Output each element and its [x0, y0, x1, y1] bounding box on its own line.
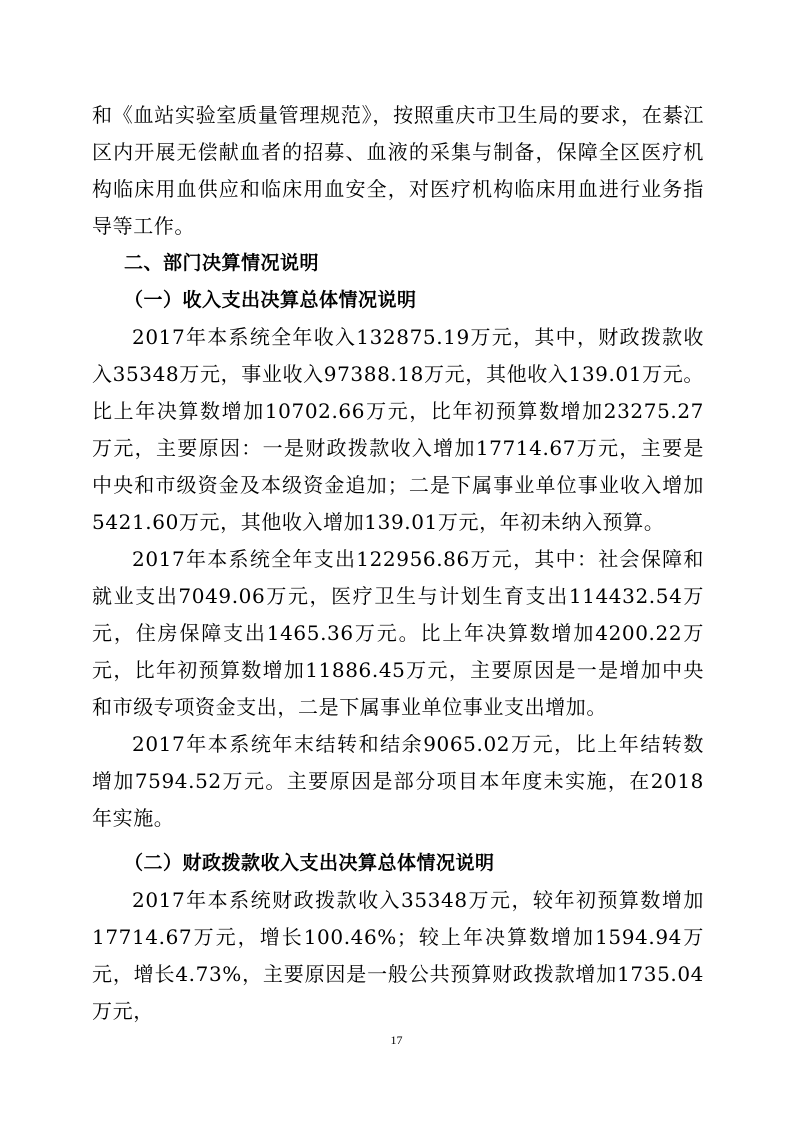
expenditure-paragraph: 2017年本系统全年支出122956.86万元，其中：社会保障和就业支出7049.06万元，医疗卫生与计划生育支出114432.54万元，住房保障支出1465.36万元。比上年决算数增加4200.22万元，比年初预算数增加11886.45万元，主要原因是一是增加中央和市级专项资金支出，二是下属事业单位事业支出增加。	[92, 547, 704, 719]
fiscal-appropriation-paragraph: 2017年本系统财政拨款收入35348万元，较年初预算数增加17714.67万元，增长100.46%；较上年决算数增加1594.94万元，增长4.73%，主要原因是一般公共预算财政拨款增加1735.04万元，	[92, 888, 704, 1023]
income-paragraph: 2017年本系统全年收入132875.19万元，其中，财政拨款收入35348万元，事业收入97388.18万元，其他收入139.01万元。比上年决算数增加10702.66万元，比年初预算数增加23275.27万元，主要原因：一是财政拨款收入增加17714.67万元，主要是中央和市级资金及本级资金追加；二是下属事业单位事业收入增加5421.60万元，其他收入增加139.01万元，年初未纳入预算。	[92, 325, 704, 534]
section-heading: 二、部门决算情况说明	[124, 252, 320, 274]
continuation-block	[92, 97, 704, 245]
continuation-paragraph: 和《血站实验室质量管理规范》，按照重庆市卫生局的要求，在綦江区内开展无偿献血者的招募、血液的采集与制备，保障全区医疗机构临床用血供应和临床用血安全，对医疗机构临床用血进行业务指导等工作。	[92, 103, 704, 238]
subsection-1-body	[92, 319, 704, 837]
carryover-paragraph: 2017年本系统年末结转和结余9065.02万元，比上年结转数增加7594.52万元。主要原因是部分项目本年度未实施，在2018年实施。	[92, 732, 704, 830]
subsection-2-body	[92, 882, 704, 1030]
page-number: 17	[390, 1033, 403, 1047]
subsection-2-heading: （二）财政拨款收入支出决算总体情况说明	[124, 852, 495, 874]
subsection-1-heading: （一）收入支出决算总体情况说明	[124, 289, 417, 311]
